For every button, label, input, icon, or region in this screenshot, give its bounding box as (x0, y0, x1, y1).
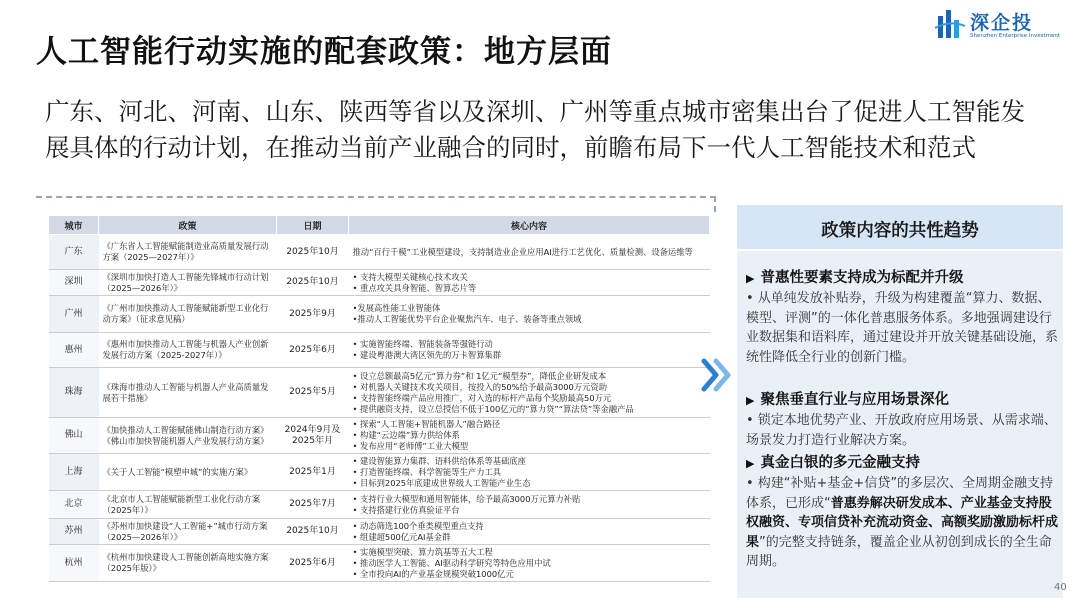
content-point: • 支持智能终端产品应用推广，对入选的标杆产品每个奖励最高50万元 (352, 392, 612, 403)
content-point: • 全市投向AI的产业基金规模突破1000亿元 (352, 568, 514, 579)
trend-heading (746, 453, 1058, 474)
logo-name: 深企投 (970, 12, 1034, 34)
content-point: • 实施模型突破、算力筑基等五大工程 (352, 546, 493, 557)
trend-heading (746, 390, 1058, 411)
content-point: • 发布应用“老师傅”工业大模型 (352, 441, 469, 451)
table-row (49, 270, 710, 296)
content-point: • 实施智能终端、智能装备等强链行动 (352, 339, 493, 349)
content-point: • 支持大模型关键核心技术攻关 (352, 271, 468, 282)
content-point: 推动“百行千模”工业模型建设，支持制造业企业应用AI进行工艺优化、质量检测、设备运维等 (352, 246, 693, 257)
trend-1 (746, 268, 1058, 367)
brand-logo (934, 6, 1061, 46)
triangle-right-icon: ▶ (746, 457, 755, 470)
trend-body-text: • 构建“补贴+基金+信贷”的多层次、全周期金融支持体系，已形成“ (746, 476, 1054, 511)
cell-policy: 《珠海市推动人工智能与机器人产业高质量发展若干措施》 (99, 368, 277, 418)
trend-heading (746, 268, 1058, 289)
logo-tagline: Shenzhen Enterprise Investment (970, 33, 1061, 39)
cell-policy: 《苏州市加快建设“人工智能+”城市行动方案（2025—2026年）》 (99, 519, 277, 545)
content-point: • 设立总额最高5亿元“算力券”和 1亿元“模型券”，降低企业研发成本 (352, 370, 607, 381)
content-point: • 构建“云边端”算力供给体系 (352, 430, 460, 440)
cell-policy: 《广东省人工智能赋能制造业高质量发展行动方案（2025—2027年）》 (99, 235, 277, 270)
divider-dashed-corner (714, 196, 716, 212)
triangle-right-icon: ▶ (746, 394, 755, 407)
content-point: • 打造智能终端、科学智能等生产力工具 (352, 466, 502, 477)
page-title: 人工智能行动实施的配套政策：地方层面 (36, 34, 612, 70)
cell-date: 2025年6月 (277, 545, 349, 582)
cell-content (349, 333, 710, 368)
cell-city: 广东 (49, 235, 99, 270)
cell-policy: 《惠州市加快推动人工智能与机器人产业创新发展行动方案（2025-2027年）》 (99, 333, 277, 368)
header-content: 核心内容 (349, 216, 710, 235)
cell-policy: 《深圳市加快打造人工智能先锋城市行动计划（2025—2026年）》 (99, 270, 277, 296)
cell-policy: 《加快推动人工智能赋能佛山制造行动方案》《佛山市加快智能机器人产业发展行动方案》 (99, 418, 277, 454)
cell-content (349, 235, 710, 270)
cell-city: 北京 (49, 491, 99, 519)
cell-content (349, 545, 710, 582)
table-header-row (49, 216, 710, 235)
trend-body (746, 289, 1058, 367)
cell-content (349, 270, 710, 296)
cell-policy: 《关于人工智能“模塑申城”的实施方案》 (99, 454, 277, 491)
trend-body (746, 411, 1058, 450)
cell-date: 2025年10月 (277, 519, 349, 545)
cell-date: 2025年5月 (277, 368, 349, 418)
header-policy: 政策 (99, 216, 277, 235)
content-point: • 探索“人工智能+智能机器人”融合路径 (352, 419, 501, 429)
content-point: • 推动医学人工智能、AI驱动科学研究等特色应用中试 (352, 557, 551, 568)
cell-city: 佛山 (49, 418, 99, 454)
content-point: • 目标到2025年底建成世界级人工智能产业生态 (352, 477, 531, 488)
cell-date: 2025年1月 (277, 454, 349, 491)
trend-2 (746, 390, 1058, 450)
header-date: 日期 (277, 216, 349, 235)
trend-heading-text: 普惠性要素支持成为标配并升级 (760, 270, 964, 286)
trend-heading-text: 真金白银的多元金融支持 (760, 455, 920, 471)
trend-body-emphasis: 普惠券解决研发成本、产业基金支持股权融资、专项信贷补充流动资金、高额奖励激励标杆成果 (746, 495, 1059, 550)
table-row (49, 418, 710, 454)
content-point: •推动人工智能优势平台企业聚焦汽车、电子、装备等重点领域 (352, 314, 582, 324)
content-point: • 支持行业大模型和通用智能体，给予最高3000万元算力补贴 (352, 493, 581, 504)
chevron-right-icon (700, 357, 734, 393)
table-row (49, 235, 710, 270)
table-row (49, 545, 710, 582)
cell-content (349, 491, 710, 519)
content-point: • 组建超500亿元AI基金群 (352, 531, 451, 542)
cell-city: 上海 (49, 454, 99, 491)
content-point: • 建设粤港澳大湾区领先的万卡智算集群 (352, 350, 502, 360)
trend-body-text: ”的完整支持链条，覆盖企业从初创到成长的全生命周期。 (746, 534, 1052, 570)
cell-policy: 《广州市加快推动人工智能赋能新型工业化行动方案》（征求意见稿） (99, 296, 277, 333)
content-point: • 建设智能算力集群、语料供给体系等基础底座 (352, 455, 526, 466)
page-number: 40 (1054, 582, 1067, 593)
cell-policy: 《北京市人工智能赋能新型工业化行动方案（2025年）》 (99, 491, 277, 519)
cell-date: 2024年9月及2025年月 (277, 418, 349, 454)
table-row (49, 491, 710, 519)
table-row (49, 333, 710, 368)
trend-heading-text: 聚焦垂直行业与应用场景深化 (760, 392, 949, 408)
cell-city: 苏州 (49, 519, 99, 545)
trend-body-text: • 从单纯发放补贴券，升级为构建覆盖“算力、数据、模型、评测”的一体化普惠服务体系。多地强调建设行业数据集和语料库，通过建设并开放关键基础设施，系统性降低全行业的创新门槛。 (746, 291, 1059, 365)
table-row (49, 296, 710, 333)
content-point: • 对机器人关键技术攻关项目，按投入的50%给予最高3000万元资助 (352, 381, 608, 392)
trend-3 (746, 453, 1058, 572)
table-row (49, 368, 710, 418)
content-point: •发展高性能工业智能体 (352, 303, 441, 313)
trend-panel-title: 政策内容的共性趋势 (821, 221, 979, 241)
header-city: 城市 (49, 216, 99, 235)
cell-date: 2025年10月 (277, 270, 349, 296)
cell-date: 2025年10月 (277, 235, 349, 270)
logo-mark-icon (934, 8, 966, 42)
table-body (49, 235, 710, 582)
cell-date: 2025年7月 (277, 491, 349, 519)
table-row (49, 454, 710, 491)
triangle-right-icon: ▶ (746, 272, 755, 285)
cell-city: 杭州 (49, 545, 99, 582)
cell-policy: 《杭州市加快建设人工智能创新高地实施方案（2025年版）》 (99, 545, 277, 582)
policy-table (48, 215, 710, 582)
cell-city: 珠海 (49, 368, 99, 418)
trend-body (746, 474, 1058, 572)
table-row (49, 519, 710, 545)
content-point: • 支持搭建行业仿真验证平台 (352, 504, 460, 515)
cell-content (349, 519, 710, 545)
cell-content (349, 368, 710, 418)
cell-city: 深圳 (49, 270, 99, 296)
cell-city: 惠州 (49, 333, 99, 368)
cell-content (349, 296, 710, 333)
content-point: • 动态筛选100个垂类模型重点支持 (352, 520, 484, 531)
cell-date: 2025年6月 (277, 333, 349, 368)
cell-city: 广州 (49, 296, 99, 333)
cell-content (349, 418, 710, 454)
page-subtitle: 广东、河北、河南、山东、陕西等省以及深圳、广州等重点城市密集出台了促进人工智能发展具体的行动计划，在推动当前产业融合的同时，前瞻布局下一代人工智能技术和范式 (45, 97, 1025, 162)
content-point: • 提供融资支持，设立总授信不低于100亿元的“算力贷”“算法贷”等金融产品 (352, 403, 634, 414)
cell-content (349, 454, 710, 491)
divider-dashed (36, 196, 716, 198)
content-point: • 重点攻关具身智能、智算芯片等 (352, 282, 477, 293)
cell-date: 2025年9月 (277, 296, 349, 333)
trend-body-text: • 锁定本地优势产业、开放政府应用场景、从需求端、场景发力打造行业解决方案。 (746, 413, 1057, 448)
